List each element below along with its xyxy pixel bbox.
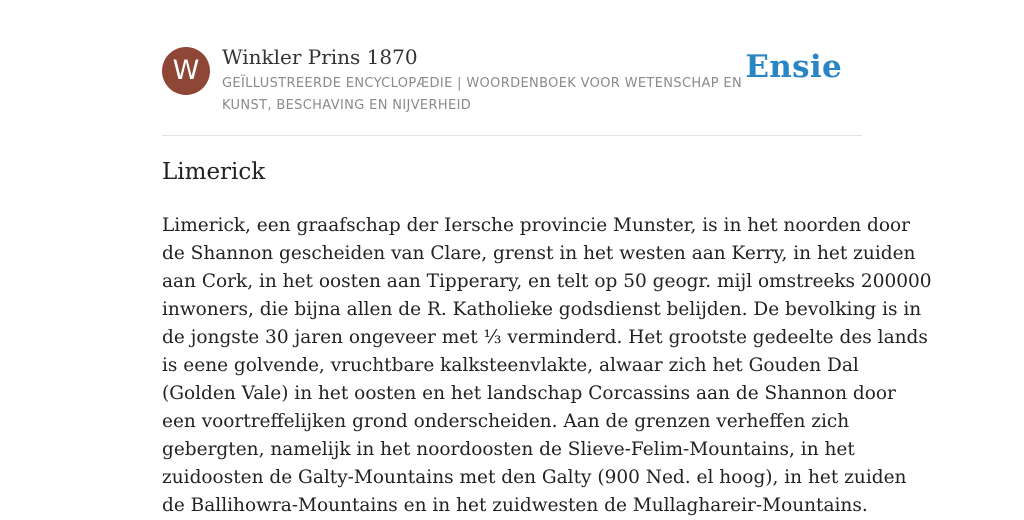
entry-body [162,212,932,520]
source-header [162,0,862,136]
entry-body-line: de Ballihowra-Mountains en in het zuidwesten de Mullaghareir-Mountains. [162,495,868,516]
page-container [162,0,932,516]
source-subtitle: GEÏLLUSTREERDE ENCYCLOPÆDIE | WOORDENBOEK VOOR WETENSCHAP EN KUNST, BESCHAVING EN NIJVERHEID [222,76,743,113]
entry-title: Limerick [162,159,266,185]
entry-body-line: de jongste 30 jaren ongeveer met ⅓ verminderd. Het grootste gedeelte des lands [162,327,928,348]
entry-body-line: gebergten, namelijk in het noordoosten de Slieve-Felim-Mountains, in het [162,439,855,460]
entry-body-line: de Shannon gescheiden van Clare, grenst in het westen aan Kerry, in het zuiden [162,243,916,264]
entry-body-line: aan Cork, in het oosten aan Tipperary, en telt op 50 geogr. mijl omstreeks 200000 [162,271,932,292]
source-avatar[interactable]: W [162,47,210,95]
ensie-logo[interactable]: Ensie [745,49,842,85]
entry-body-line: is eene golvende, vruchtbare kalksteenvlakte, alwaar zich het Gouden Dal [162,355,859,376]
entry-body-line: inwoners, die bijna allen de R. Katholieke godsdienst belijden. De bevolking is in [162,299,922,320]
entry-body-line: (Golden Vale) in het oosten en het landschap Corcassins aan de Shannon door [162,383,896,404]
entry-body-line: een voortreffelijken grond onderscheiden. Aan de grenzen verheffen zich [162,411,850,432]
entry-body-line: zuidoosten de Galty-Mountains met den Galty (900 Ned. el hoog), in het zuiden [162,467,907,488]
entry-body-line: Limerick, een graafschap der Iersche provincie Munster, is in het noorden door [162,215,911,236]
source-title[interactable]: Winkler Prins 1870 [222,45,418,69]
